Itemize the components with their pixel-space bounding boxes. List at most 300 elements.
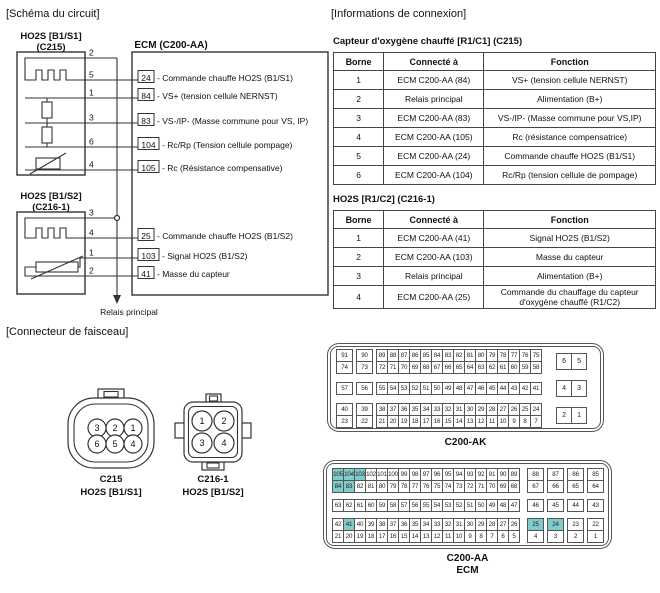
pin-8: 8 <box>519 415 531 428</box>
pin-44: 44 <box>497 382 509 395</box>
pin-102: 102 <box>365 468 377 481</box>
heater-symbol-1 <box>25 58 85 80</box>
pin-81: 81 <box>365 480 377 493</box>
pin-grid-c200-ak <box>327 343 604 432</box>
section-title-harness-connector: [Connecteur de faisceau] <box>6 326 129 338</box>
pin-box <box>332 468 519 492</box>
pin-35: 35 <box>409 518 421 531</box>
column-header: Borne <box>334 53 384 71</box>
pin-88: 88 <box>387 349 399 362</box>
pin-77: 77 <box>508 349 520 362</box>
pin-grid-label-c200-aa: C200-AA <box>446 553 489 564</box>
table-cell: Relais principal <box>384 90 484 109</box>
pin-86: 86 <box>409 349 421 362</box>
pin-5: 5 <box>508 530 520 543</box>
pin-31: 31 <box>453 518 465 531</box>
pin-number: 4 <box>221 438 227 448</box>
table-cell: Alimentation (B+) <box>484 90 656 109</box>
table-row <box>334 267 656 286</box>
pin-1: 1 <box>587 530 604 543</box>
connection-info-section <box>333 36 657 311</box>
pin-48: 48 <box>497 499 509 512</box>
pin-56: 56 <box>356 382 373 395</box>
table-cell: Rc/Rp (tension cellule de pompage) <box>484 166 656 185</box>
ecm-pin-number: 103 <box>141 251 156 261</box>
pin-39: 39 <box>365 518 377 531</box>
pin-25: 25 <box>527 518 544 531</box>
pin-32: 32 <box>442 403 454 416</box>
wire <box>78 258 85 267</box>
pin-62: 62 <box>486 361 498 374</box>
pin-30: 30 <box>464 403 476 416</box>
pin-65: 65 <box>453 361 465 374</box>
pin-9: 9 <box>464 530 476 543</box>
table-row <box>334 286 656 309</box>
pin-box <box>567 518 583 542</box>
table-cell: Alimentation (B+) <box>484 267 656 286</box>
pin-70: 70 <box>486 480 498 493</box>
table-cell: 4 <box>334 128 384 147</box>
pin-89: 89 <box>508 468 520 481</box>
pin-number: 6 <box>94 439 100 449</box>
table-cell: 2 <box>334 248 384 267</box>
arrow-down-icon <box>113 295 121 304</box>
pin-7: 7 <box>530 415 542 428</box>
pin-28: 28 <box>486 403 498 416</box>
pin-55: 55 <box>420 499 432 512</box>
pin-100: 100 <box>387 468 399 481</box>
pin-82: 82 <box>354 480 366 493</box>
pin-16: 16 <box>387 530 399 543</box>
pin-34: 34 <box>420 518 432 531</box>
pin-20: 20 <box>387 415 399 428</box>
pin-14: 14 <box>453 415 465 428</box>
pin-number: 3 <box>94 423 100 433</box>
pin-80: 80 <box>475 349 487 362</box>
sensor-pin-number: 2 <box>89 47 94 58</box>
pin-box <box>547 518 563 542</box>
pin-42: 42 <box>332 518 344 531</box>
sensor-pin-number: 4 <box>89 227 94 238</box>
ecm-pin-function: - Rc/Rp (Tension cellule pompage) <box>162 140 293 150</box>
connection-table <box>333 210 656 309</box>
column-header: Fonction <box>484 211 656 229</box>
pin-number: 3 <box>199 438 205 448</box>
pin-71: 71 <box>475 480 487 493</box>
pin-box <box>376 349 541 373</box>
pin-22: 22 <box>587 518 604 531</box>
pin-45: 45 <box>547 499 564 512</box>
table-cell: 4 <box>334 286 384 309</box>
pin-62: 62 <box>343 499 355 512</box>
table1 <box>333 52 657 185</box>
pin-3: 3 <box>571 380 587 397</box>
pin-26: 26 <box>508 403 520 416</box>
pin-59: 59 <box>519 361 531 374</box>
table-cell: Signal HO2S (B1/S2) <box>484 229 656 248</box>
connector-sublabel: HO2S [B1/S1] <box>80 487 142 498</box>
resistor-symbol <box>42 102 52 118</box>
sensor2-connector: (C216-1) <box>32 202 70 213</box>
pin-75: 75 <box>530 349 542 362</box>
pin-63: 63 <box>475 361 487 374</box>
pin-2: 2 <box>556 407 572 424</box>
pin-71: 71 <box>387 361 399 374</box>
pin-69: 69 <box>497 480 509 493</box>
pin-6: 6 <box>556 353 572 370</box>
pin-18: 18 <box>409 415 421 428</box>
column-header: Connecté à <box>384 211 484 229</box>
pin-73: 73 <box>356 361 373 374</box>
pin-39: 39 <box>356 403 373 416</box>
pin-55: 55 <box>376 382 388 395</box>
pin-43: 43 <box>508 382 520 395</box>
pin-4: 4 <box>556 380 572 397</box>
table-cell: Commande chauffe HO2S (B1/S1) <box>484 147 656 166</box>
pin-box <box>527 518 543 542</box>
pin-44: 44 <box>567 499 584 512</box>
pin-35: 35 <box>409 403 421 416</box>
pin-96: 96 <box>431 468 443 481</box>
pin-10: 10 <box>453 530 465 543</box>
pin-41: 41 <box>343 518 355 531</box>
pin-box <box>356 382 372 394</box>
pin-26: 26 <box>508 518 520 531</box>
pin-91: 91 <box>336 349 353 362</box>
pin-45: 45 <box>486 382 498 395</box>
resistor-slash <box>30 153 66 174</box>
pin-box <box>356 403 372 427</box>
pin-5: 5 <box>571 353 587 370</box>
table-cell: VS-/IP- (Masse commune pour VS,IP) <box>484 109 656 128</box>
pin-band <box>336 349 586 373</box>
pin-15: 15 <box>442 415 454 428</box>
pin-24: 24 <box>547 518 564 531</box>
pin-box <box>376 403 541 427</box>
pin-11: 11 <box>486 415 498 428</box>
table-row <box>334 109 656 128</box>
table-row <box>334 248 656 267</box>
pin-12: 12 <box>431 530 443 543</box>
pin-28: 28 <box>486 518 498 531</box>
pin-17: 17 <box>420 415 432 428</box>
ecm-pin-number: 24 <box>141 73 151 83</box>
pin-17: 17 <box>376 530 388 543</box>
pin-15: 15 <box>398 530 410 543</box>
pin-90: 90 <box>497 468 509 481</box>
pin-box <box>336 403 352 427</box>
pin-58: 58 <box>387 499 399 512</box>
pin-29: 29 <box>475 518 487 531</box>
pin-78: 78 <box>497 349 509 362</box>
pin-68: 68 <box>420 361 432 374</box>
pin-65: 65 <box>567 480 584 493</box>
pin-box <box>587 499 603 511</box>
table-cell: 3 <box>334 267 384 286</box>
pin-43: 43 <box>587 499 604 512</box>
pin-9: 9 <box>508 415 520 428</box>
ecm-pin-function: - Commande chauffe HO2S (B1/S2) <box>157 231 293 241</box>
relay-label: Relais principal <box>100 307 158 317</box>
pin-86: 86 <box>567 468 584 481</box>
pin-19: 19 <box>354 530 366 543</box>
pin-68: 68 <box>508 480 520 493</box>
sensor1-connector: (C215) <box>36 42 66 53</box>
pin-66: 66 <box>442 361 454 374</box>
pin-93: 93 <box>464 468 476 481</box>
heater-symbol-2 <box>25 218 85 238</box>
pin-67: 67 <box>431 361 443 374</box>
sensor2-box <box>17 212 85 294</box>
pin-49: 49 <box>486 499 498 512</box>
connection-table <box>333 52 656 185</box>
pin-box <box>336 382 352 394</box>
pin-box <box>376 382 541 394</box>
pin-49: 49 <box>442 382 454 395</box>
connector-label: C215 <box>99 474 123 485</box>
table-cell: ECM C200-AA (41) <box>384 229 484 248</box>
ecm-pin-rows <box>85 71 308 280</box>
pin-band <box>332 518 603 542</box>
pin-box <box>332 499 519 511</box>
pin-58: 58 <box>530 361 542 374</box>
table-cell: 2 <box>334 90 384 109</box>
pin-53: 53 <box>442 499 454 512</box>
table-cell: ECM C200-AA (105) <box>384 128 484 147</box>
pin-46: 46 <box>475 382 487 395</box>
pin-56: 56 <box>409 499 421 512</box>
ecm-pin-number: 105 <box>141 163 156 173</box>
pin-50: 50 <box>475 499 487 512</box>
pin-103: 103 <box>354 468 366 481</box>
pin-11: 11 <box>442 530 454 543</box>
sensor-pin-number: 5 <box>89 69 94 80</box>
pin-74: 74 <box>336 361 353 374</box>
pin-53: 53 <box>398 382 410 395</box>
pin-47: 47 <box>508 499 520 512</box>
pin-57: 57 <box>336 382 353 395</box>
pin-83: 83 <box>442 349 454 362</box>
pin-33: 33 <box>431 403 443 416</box>
pin-89: 89 <box>376 349 388 362</box>
pin-band <box>336 380 586 396</box>
pin-box <box>356 349 372 373</box>
pin-27: 27 <box>497 403 509 416</box>
sensor-pin-number: 6 <box>89 136 94 147</box>
sensor-pin-number: 3 <box>89 207 94 218</box>
pin-box <box>547 499 563 511</box>
pin-band <box>332 499 603 511</box>
table-cell: ECM C200-AA (24) <box>384 147 484 166</box>
pin-box <box>556 407 586 423</box>
pin-19: 19 <box>398 415 410 428</box>
pin-82: 82 <box>453 349 465 362</box>
table-cell: 5 <box>334 147 384 166</box>
pin-90: 90 <box>356 349 373 362</box>
pin-83: 83 <box>343 480 355 493</box>
ecm-pin-number: 104 <box>141 140 156 150</box>
pin-grid-label-c200-ak: C200-AK <box>444 437 487 448</box>
pin-48: 48 <box>453 382 465 395</box>
pin-37: 37 <box>387 403 399 416</box>
pin-76: 76 <box>519 349 531 362</box>
connector-view-c215 <box>68 389 154 498</box>
pin-70: 70 <box>398 361 410 374</box>
pin-60: 60 <box>365 499 377 512</box>
ecm-pin-function: - Masse du capteur <box>157 269 230 279</box>
pin-52: 52 <box>453 499 465 512</box>
pin-6: 6 <box>497 530 509 543</box>
table2-title: HO2S [R1/C2] (C216-1) <box>333 194 435 205</box>
pin-72: 72 <box>464 480 476 493</box>
pin-32: 32 <box>442 518 454 531</box>
ecm-pin-function: - VS+ (tension cellule NERNST) <box>157 91 278 101</box>
pin-36: 36 <box>398 403 410 416</box>
pin-38: 38 <box>376 403 388 416</box>
pin-23: 23 <box>336 415 353 428</box>
pin-grid-sublabel-ecm: ECM <box>456 565 479 576</box>
pin-number: 1 <box>130 423 136 433</box>
pin-30: 30 <box>464 518 476 531</box>
pin-band <box>332 468 603 492</box>
table-cell: Commande du chauffage du capteur d'oxygène chauffé (R1/C2) <box>484 286 656 309</box>
pin-54: 54 <box>431 499 443 512</box>
pin-63: 63 <box>332 499 344 512</box>
pin-64: 64 <box>587 480 604 493</box>
pin-box <box>527 468 543 492</box>
pin-76: 76 <box>420 480 432 493</box>
pin-38: 38 <box>376 518 388 531</box>
pin-97: 97 <box>420 468 432 481</box>
table-row <box>334 71 656 90</box>
table1-title: Capteur d'oxygène chauffé [R1/C1] (C215) <box>333 36 523 47</box>
pin-81: 81 <box>464 349 476 362</box>
pin-69: 69 <box>409 361 421 374</box>
pin-grid-c200-aa <box>323 460 612 549</box>
sensor2-name: HO2S [B1/S2] <box>20 191 82 202</box>
pin-105: 105 <box>332 468 344 481</box>
pin-box <box>556 353 586 369</box>
pin-box <box>332 518 519 542</box>
ecm-pin-function: - Commande chauffe HO2S (B1/S1) <box>157 73 293 83</box>
pin-95: 95 <box>442 468 454 481</box>
pin-16: 16 <box>431 415 443 428</box>
sensor-pin-number: 2 <box>89 265 94 276</box>
ecm-title: ECM (C200-AA) <box>134 40 208 51</box>
ecm-pin-number: 84 <box>141 91 151 101</box>
pin-2: 2 <box>567 530 584 543</box>
pin-18: 18 <box>365 530 377 543</box>
pin-1: 1 <box>571 407 587 424</box>
pin-box <box>336 349 352 373</box>
pin-79: 79 <box>486 349 498 362</box>
section-title-schematic: [Schéma du circuit] <box>6 8 100 20</box>
pin-36: 36 <box>398 518 410 531</box>
pin-80: 80 <box>376 480 388 493</box>
pin-8: 8 <box>475 530 487 543</box>
ecm-pin-function: - Signal HO2S (B1/S2) <box>162 251 248 261</box>
table-row <box>334 128 656 147</box>
connector-label: C216-1 <box>197 474 229 485</box>
connector-view-c216-1 <box>175 394 251 498</box>
pin-46: 46 <box>527 499 544 512</box>
pin-7: 7 <box>486 530 498 543</box>
pin-10: 10 <box>497 415 509 428</box>
pin-61: 61 <box>354 499 366 512</box>
ecm-pin-number: 41 <box>141 269 151 279</box>
table-cell: ECM C200-AA (83) <box>384 109 484 128</box>
connector-sublabel: HO2S [B1/S2] <box>182 487 244 498</box>
pin-grid-inner <box>326 463 609 546</box>
pin-29: 29 <box>475 403 487 416</box>
sensor-pin-number: 4 <box>89 159 94 170</box>
pin-box <box>587 518 603 542</box>
pin-34: 34 <box>420 403 432 416</box>
column-header: Borne <box>334 211 384 229</box>
sensor-pin-number: 1 <box>89 87 94 98</box>
pin-104: 104 <box>343 468 355 481</box>
pin-67: 67 <box>527 480 544 493</box>
pin-99: 99 <box>398 468 410 481</box>
sensor1-name: HO2S [B1/S1] <box>20 31 82 42</box>
pin-20: 20 <box>343 530 355 543</box>
resistor-symbol <box>42 127 52 143</box>
ecm-pin-function: - Rc (Résistance compensative) <box>162 163 283 173</box>
pin-91: 91 <box>486 468 498 481</box>
pin-85: 85 <box>587 468 604 481</box>
pin-band <box>336 403 586 427</box>
pin-31: 31 <box>453 403 465 416</box>
pin-98: 98 <box>409 468 421 481</box>
pin-24: 24 <box>530 403 542 416</box>
pin-40: 40 <box>354 518 366 531</box>
pin-number: 1 <box>199 416 205 426</box>
pin-number: 5 <box>112 439 118 449</box>
pin-87: 87 <box>547 468 564 481</box>
pin-88: 88 <box>527 468 544 481</box>
pin-92: 92 <box>475 468 487 481</box>
pin-33: 33 <box>431 518 443 531</box>
pin-47: 47 <box>464 382 476 395</box>
table-row <box>334 166 656 185</box>
pin-59: 59 <box>376 499 388 512</box>
sensor-pin-labels <box>89 48 94 276</box>
pin-51: 51 <box>420 382 432 395</box>
pin-52: 52 <box>409 382 421 395</box>
pin-60: 60 <box>508 361 520 374</box>
pin-42: 42 <box>519 382 531 395</box>
table-cell: Relais principal <box>384 267 484 286</box>
column-header: Fonction <box>484 53 656 71</box>
pin-23: 23 <box>567 518 584 531</box>
table-cell: ECM C200-AA (25) <box>384 286 484 309</box>
pin-box <box>527 499 543 511</box>
pin-box <box>567 499 583 511</box>
table-row <box>334 229 656 248</box>
pin-41: 41 <box>530 382 542 395</box>
sensor-pin-number: 1 <box>89 247 94 258</box>
table-cell: ECM C200-AA (103) <box>384 248 484 267</box>
table-cell: 1 <box>334 229 384 248</box>
pin-number: 2 <box>221 416 227 426</box>
section-title-connection-info: [Informations de connexion] <box>331 8 467 20</box>
pin-27: 27 <box>497 518 509 531</box>
table-cell: VS+ (tension cellule NERNST) <box>484 71 656 90</box>
pin-66: 66 <box>547 480 564 493</box>
pin-73: 73 <box>453 480 465 493</box>
pin-79: 79 <box>387 480 399 493</box>
pin-50: 50 <box>431 382 443 395</box>
